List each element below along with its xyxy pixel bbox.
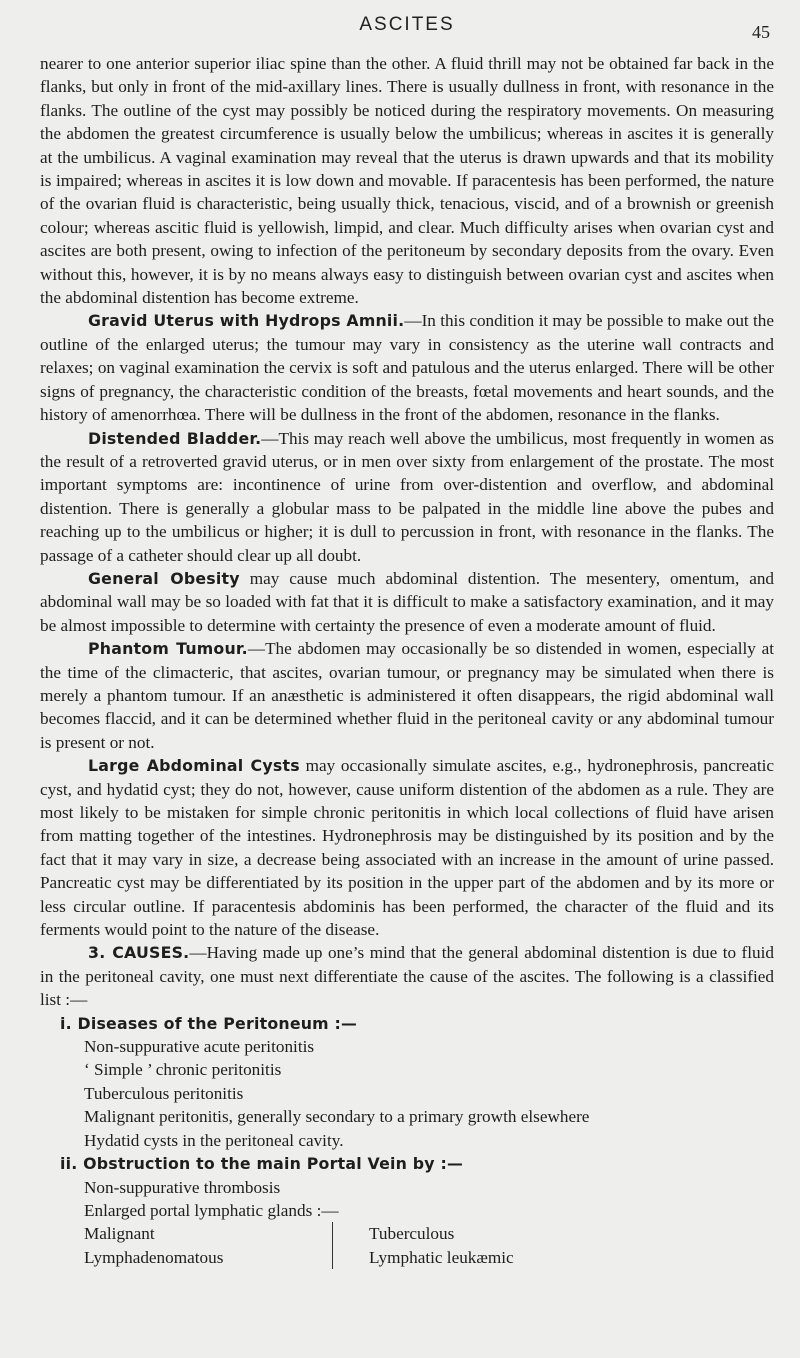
list-item: Hydatid cysts in the peritoneal cavity.	[84, 1130, 344, 1150]
heading-phantom-tumour: Phantom Tumour.	[88, 639, 248, 659]
glands-columns	[40, 1222, 774, 1269]
paragraph-abdominal-cysts	[40, 754, 774, 941]
list-item: Malignant	[84, 1224, 155, 1244]
text-gravid-uterus: —In this condition it may be possible to make out the outline of the enlarged uterus; the tumour may vary in consistency as the uterine wall contracts and relaxes; on vaginal examination the cervix is soft and patulous and the uterus enlarged. There will be other signs of pregnancy, the characteristic condition of the breasts, fœtal movements and heart sounds, and the history of amenorrhœa. There will be dullness in the front of the abdomen, resonance in the flanks.	[40, 311, 774, 425]
body-text	[40, 52, 774, 1269]
list-item: ‘ Simple ’ chronic peritonitis	[84, 1060, 282, 1080]
list-heading-peritoneum: i. Diseases of the Peritoneum :—	[60, 1013, 358, 1033]
list-item: Enlarged portal lymphatic glands :—	[84, 1200, 339, 1220]
heading-distended-bladder: Distended Bladder.	[88, 428, 262, 448]
heading-causes: 3. CAUSES.	[88, 943, 190, 963]
list-heading-portal-vein: ii. Obstruction to the main Portal Vein by :—	[60, 1154, 463, 1174]
text-general-obesity: may cause much abdominal distention. The mesentery, omentum, and abdominal wall may be so loaded with fat that it is difficult to make a satisfactory examination, and it may be almost impossible to determine with certainty the presence of even a moderate amount of fluid.	[40, 568, 775, 635]
heading-abdominal-cysts: Large Abdominal Cysts	[88, 756, 300, 776]
page-number: 45	[752, 22, 770, 42]
text-abdominal-cysts: may occasionally simulate ascites, e.g., hydronephrosis, pancreatic cyst, and hydatid cyst; they do not, however, cause uniform distention of the abdomen as a rule. They are most likely to be mistaken for simple chronic peritonitis in which local collections of fluid have arisen from matting together of the intestines. Hydronephrosis may be distinguished by its position and by the fact that it may vary in size, a decrease being associated with an increase in the amount of urine passed. Pancreatic cyst may be differentiated by its position in the upper part of the abdomen and by its more or less circular outline. If paracentesis abdominis has been performed, the character of the fluid and its ferments would point to the nature of the disease.	[40, 756, 774, 940]
list-item: Malignant peritonitis, generally secondary to a primary growth elsewhere	[84, 1107, 590, 1127]
running-head: ASCITES	[359, 14, 455, 35]
paragraph-phantom-tumour	[40, 637, 774, 754]
glands-column-left	[84, 1222, 333, 1269]
list-item: Lymphatic leukæmic	[369, 1247, 514, 1267]
paragraph-gravid-uterus	[40, 309, 774, 426]
causes-list	[40, 1012, 774, 1269]
text-phantom-tumour: —The abdomen may occasionally be so distended in women, especially at the time of the climacteric, that ascites, ovarian tumour, or pregnancy may be simulated when there is merely a phantom tumour. If an anæsthetic is administered it often disappears, the rigid abdominal wall becomes flaccid, and it can be determined whether fluid in the peritoneal cavity or any abdominal tumour is present or not.	[40, 639, 774, 752]
list-item: Lymphadenomatous	[84, 1247, 224, 1267]
glands-column-right	[333, 1222, 514, 1269]
list-item: Non-suppurative acute peritonitis	[84, 1037, 315, 1057]
page-header	[40, 0, 774, 52]
text-distended-bladder: —This may reach well above the umbilicus, most frequently in women as the result of a retroverted gravid uterus, or in men over sixty from enlargement of the prostate. The most important symptoms are: incontinence of urine from over-distention and overflow, and abdominal distention. There is generally a globular mass to be palpated in the middle line above the pubes and reaching up to the umbilicus or higher; it is dull to percussion in front, with resonance in the flanks. The passage of a catheter should clear up all doubt.	[40, 428, 774, 565]
heading-general-obesity: General Obesity	[88, 568, 240, 588]
list-item: Tuberculous	[369, 1224, 455, 1244]
paragraph-causes	[40, 941, 774, 1011]
paragraph-general-obesity	[40, 567, 774, 637]
text-causes: —Having made up one’s mind that the general abdominal distention is due to fluid in the peritoneal cavity, one must next differentiate the cause of the ascites. The following is a classified list :—	[40, 943, 774, 1010]
list-item: Tuberculous peritonitis	[84, 1083, 244, 1103]
heading-gravid-uterus: Gravid Uterus with Hydrops Amnii.	[88, 311, 405, 331]
paragraph-ovarian-cyst: nearer to one anterior superior iliac spine than the other. A fluid thrill may not be obtained far back in the flanks, but only in front of the mid-axillary lines. There is usually dullness in front, with resonance in the flanks. The outline of the cyst may possibly be noticed during the respiratory movements. On measuring the abdomen the greatest circumference is usually below the umbilicus; whereas in ascites it is generally at the umbilicus. A vaginal examination may reveal that the uterus is drawn upwards and that its mobility is impaired; whereas in ascites it is low down and movable. If paracentesis has been performed, the nature of the ovarian fluid is characteristic, being usually thick, tenacious, viscid, and of a brownish or greenish colour; whereas ascitic fluid is yellowish, limpid, and clear. Much difficulty arises when ovarian cyst and ascites are both present, owing to infection of the peritoneum by secondary deposits from the ovary. Even without this, however, it is by no means always easy to distinguish between ovarian cyst and ascites when the abdominal distention has become extreme.	[40, 54, 774, 308]
list-item: Non-suppurative thrombosis	[84, 1177, 281, 1197]
paragraph-distended-bladder	[40, 427, 774, 567]
